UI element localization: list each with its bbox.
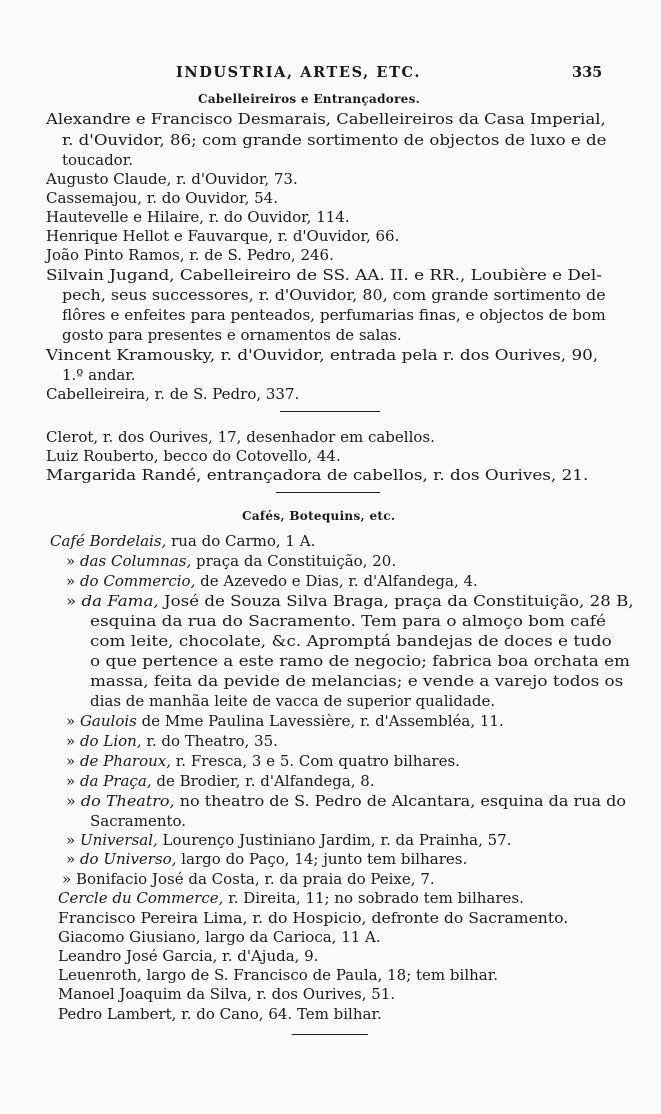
ditto-mark: » (66, 712, 80, 730)
list-item: r. d'Ouvidor, 86; com grande sortimento de objectos de luxo e de (62, 131, 607, 149)
entry-text: Sacramento. (90, 812, 187, 830)
list-item (50, 532, 315, 551)
list-item: toucador. (62, 151, 133, 169)
list-item (66, 712, 504, 731)
page-number: 335 (572, 64, 603, 81)
entry-text: massa, feita da pevide de melancias; e vende a varejo todos os (90, 672, 624, 690)
ditto-mark: » (66, 592, 82, 610)
entry-text: praça da Constituição, 20. (191, 552, 397, 570)
list-item (58, 1005, 382, 1024)
entry-text: Giacomo Giusiano, largo da Carioca, 11 A. (58, 928, 381, 946)
cafe-name: Cercle du Commerce, (58, 889, 224, 907)
ditto-mark: » (66, 572, 80, 590)
entry-text: esquina da rua do Sacramento. Tem para o almoço bom café (90, 612, 606, 630)
entry-text: Francisco Pereira Lima, r. do Hospicio, defronte do Sacramento. (58, 909, 569, 927)
list-item (66, 772, 375, 791)
list-item (58, 889, 524, 908)
cafe-name: do Commercio, (79, 572, 196, 590)
section-heading-cabelleireiros: Cabelleireiros e Entrançadores. (198, 92, 421, 106)
entry-text: r. do Theatro, 35. (141, 732, 278, 750)
cafe-name: Café Bordelais, (50, 532, 167, 550)
entry-text: Leandro José Garcia, r. d'Ajuda, 9. (58, 947, 319, 965)
ditto-mark: » (62, 870, 76, 888)
list-item (90, 612, 606, 631)
list-item (90, 692, 495, 711)
list-item: gosto para presentes e ornamentos de salas. (62, 326, 402, 344)
entry-text: de Mme Paulina Lavessière, r. d'Assembléa, 11. (136, 712, 504, 730)
ditto-mark: » (66, 732, 80, 750)
cafe-name: das Columnas, (79, 552, 192, 570)
list-item: Margarida Randé, entrançadora de cabellos, r. dos Ourives, 21. (46, 466, 589, 484)
list-item (90, 812, 186, 831)
list-item: Silvain Jugand, Cabelleireiro de SS. AA. II. e RR., Loubière e Del- (46, 266, 602, 284)
entry-text: José de Souza Silva Braga, praça da Constituição, 28 B, (158, 592, 634, 610)
entry-text: Manoel Joaquim da Silva, r. dos Ourives, 51. (58, 985, 396, 1003)
list-item (66, 831, 511, 850)
list-item (66, 572, 478, 591)
ditto-mark: » (66, 831, 80, 849)
list-item: Alexandre e Francisco Desmarais, Cabelleireiros da Casa Imperial, (46, 110, 606, 128)
cafe-name: do Theatro, (80, 792, 175, 810)
cafe-name: Gaulois (79, 712, 137, 730)
section-divider (292, 1034, 368, 1035)
cafe-name: do Lion, (79, 732, 142, 750)
list-item (62, 870, 435, 889)
section-divider (276, 492, 380, 493)
list-item: 1.º andar. (62, 366, 136, 384)
list-item: Hautevelle e Hilaire, r. do Ouvidor, 114. (46, 208, 350, 226)
list-item: Augusto Claude, r. d'Ouvidor, 73. (46, 170, 298, 188)
list-item: Cabelleireira, r. de S. Pedro, 337. (46, 385, 300, 403)
entry-text: r. Fresca, 3 e 5. Com quatro bilhares. (171, 752, 460, 770)
entry-text: no theatro de S. Pedro de Alcantara, esquina da rua do (174, 792, 626, 810)
entry-text: Bonifacio José da Costa, r. da praia do Peixe, 7. (75, 870, 435, 888)
list-item (90, 672, 623, 691)
running-head (0, 64, 661, 84)
entry-text: r. Direita, 11; no sobrado tem bilhares. (223, 889, 524, 907)
entry-text: de Azevedo e Dias, r. d'Alfandega, 4. (195, 572, 478, 590)
list-item: João Pinto Ramos, r. de S. Pedro, 246. (46, 246, 334, 264)
ditto-mark: » (66, 752, 80, 770)
list-item (58, 966, 498, 985)
list-item (58, 909, 568, 928)
cafe-name: Universal, (79, 831, 158, 849)
list-item (66, 792, 626, 811)
ditto-mark: » (66, 792, 81, 810)
entry-text: com leite, chocolate, &c. Apromptá bandejas de doces e tudo (90, 632, 612, 650)
list-item (58, 928, 381, 947)
list-item (58, 947, 319, 966)
running-head-title: INDUSTRIA, ARTES, ETC. (176, 64, 422, 81)
entry-text: dias de manhãa leite de vacca de superior qualidade. (90, 692, 496, 710)
ditto-mark: » (66, 772, 80, 790)
cafe-name: da Praça, (79, 772, 152, 790)
list-item (90, 632, 612, 651)
list-item (66, 732, 278, 751)
section-divider (280, 411, 380, 412)
list-item: Cassemajou, r. do Ouvidor, 54. (46, 189, 278, 207)
entry-text: rua do Carmo, 1 A. (166, 532, 316, 550)
entry-text: Lourenço Justiniano Jardim, r. da Prainha, 57. (157, 831, 512, 849)
entry-text: Pedro Lambert, r. do Cano, 64. Tem bilhar. (58, 1005, 382, 1023)
ditto-mark: » (66, 552, 80, 570)
list-item: Luiz Rouberto, becco do Cotovello, 44. (46, 447, 341, 465)
list-item (66, 752, 460, 771)
list-item (66, 850, 467, 869)
list-item: Vincent Kramousky, r. d'Ouvidor, entrada pela r. dos Ourives, 90, (46, 346, 599, 364)
entry-text: de Brodier, r. d'Alfandega, 8. (151, 772, 375, 790)
entry-text: o que pertence a este ramo de negocio; fabrica boa orchata em (90, 652, 630, 670)
cafe-name: da Fama, (81, 592, 159, 610)
list-item (90, 652, 630, 671)
list-item: pech, seus successores, r. d'Ouvidor, 80, com grande sortimento de (62, 286, 606, 304)
cafe-name: de Pharoux, (79, 752, 171, 770)
list-item (66, 592, 634, 611)
list-item: Clerot, r. dos Ourives, 17, desenhador em cabellos. (46, 428, 435, 446)
list-item (66, 552, 396, 571)
list-item: flôres e enfeites para penteados, perfumarias finas, e objectos de bom (62, 306, 606, 324)
ditto-mark: » (66, 850, 80, 868)
entry-text: Leuenroth, largo de S. Francisco de Paula, 18; tem bilhar. (58, 966, 499, 984)
cafe-name: do Universo, (79, 850, 177, 868)
section-heading-cafes: Cafés, Botequins, etc. (242, 509, 396, 523)
list-item: Henrique Hellot e Fauvarque, r. d'Ouvidor, 66. (46, 227, 400, 245)
entry-text: largo do Paço, 14; junto tem bilhares. (176, 850, 468, 868)
list-item (58, 985, 395, 1004)
